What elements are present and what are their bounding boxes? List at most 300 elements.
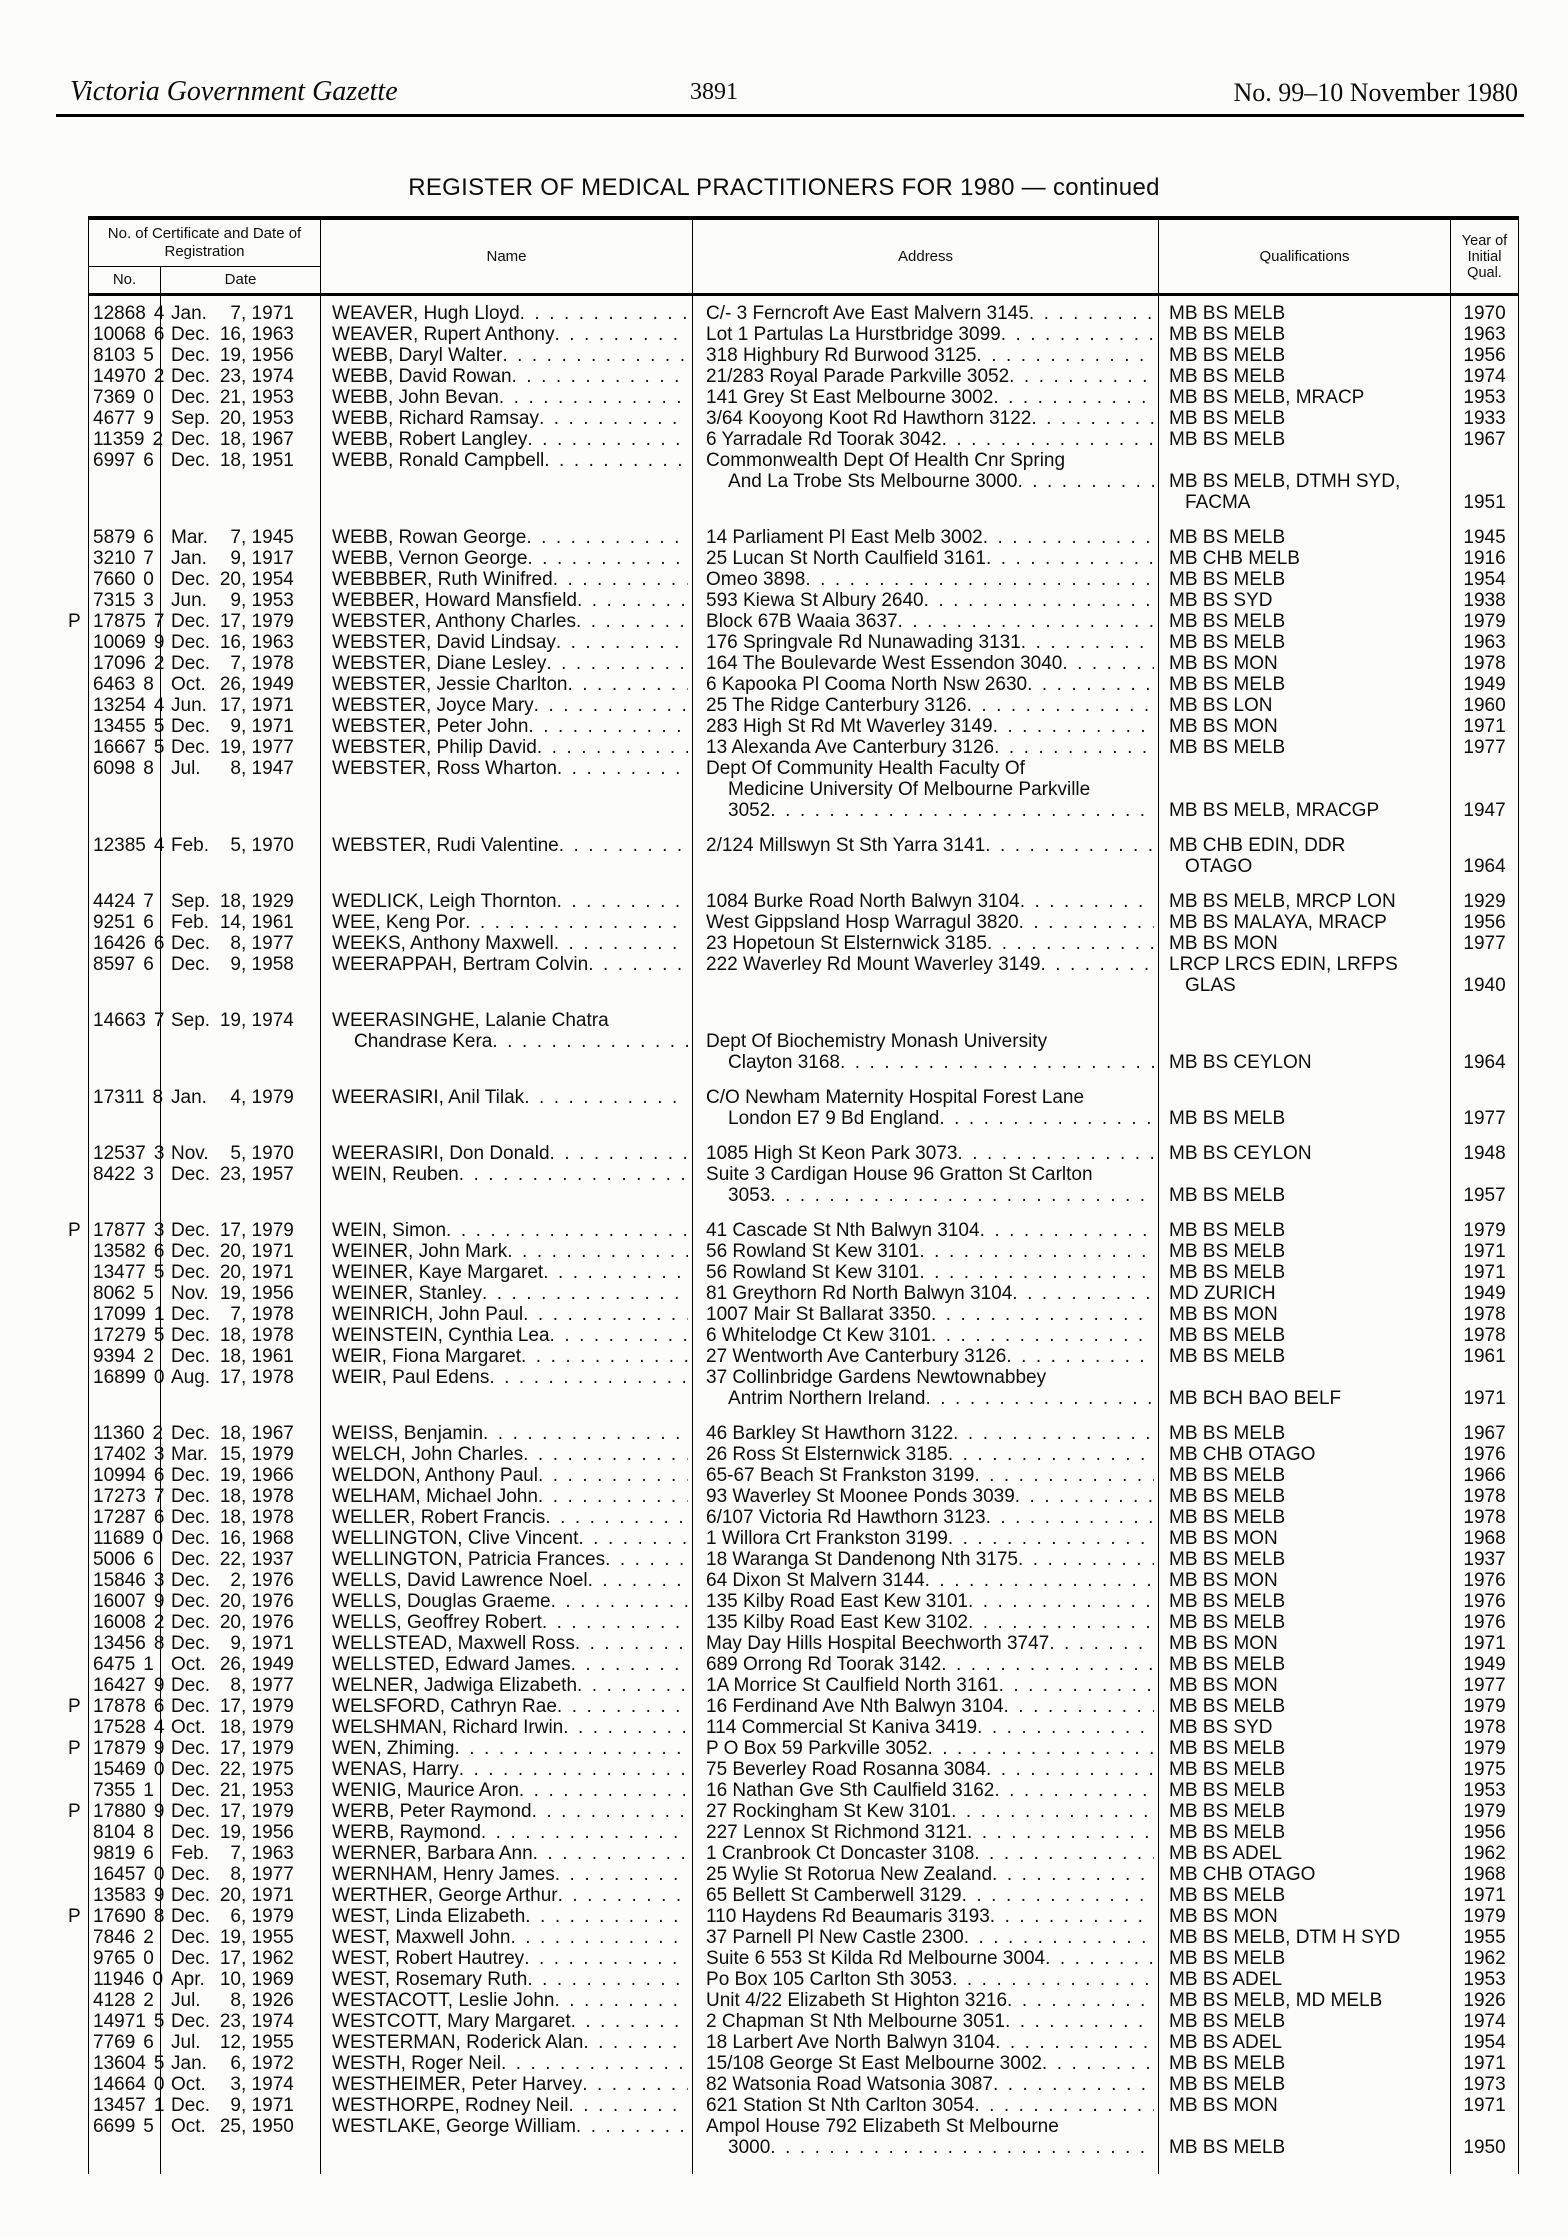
registration-day: 20 (219, 1591, 241, 1612)
table-row (89, 2011, 1519, 2032)
registration-day: 17 (219, 1367, 241, 1388)
certificate-number: 6699 (93, 2116, 136, 2137)
registration-month: Dec. (171, 1528, 211, 1549)
qualifications-cell (1159, 1423, 1451, 1444)
address-cell: 37 Parnell Pl New Castle 2300 . . . (693, 1927, 1159, 1948)
header-date: Date (161, 267, 321, 295)
registration-month: Oct. (171, 1654, 206, 1675)
address-cell: 21/283 Royal Parade Parkville 3052 . . . (693, 366, 1159, 387)
certificate-number-cell (68, 1801, 165, 1822)
header-name: Name (321, 218, 693, 295)
certificate-check-digit: 9 (153, 1591, 165, 1612)
practitioner-name-cell: WEBB, Vernon George . . . (321, 548, 693, 569)
table-row (89, 2053, 1519, 2074)
certificate-check-digit: 1 (143, 1654, 154, 1675)
initial-qualification-year: 1966 (1451, 1465, 1519, 1486)
registration-year: , 1978 (241, 653, 294, 674)
registration-date-cell (161, 1843, 321, 1864)
dotted-leader (465, 912, 688, 933)
register-table (68, 216, 1519, 2174)
certificate-number: 17273 (93, 1486, 146, 1507)
initial-qualification-year: 1956 (1451, 912, 1519, 933)
dotted-leader (987, 933, 1154, 954)
registration-day: 17 (219, 611, 241, 632)
practitioner-name-cell: WELLSTEAD, Maxwell Ross . . . (321, 1633, 693, 1654)
certificate-number-cell (89, 1465, 165, 1486)
practitioner-name-cell: WEBB, Rowan George . . . (321, 527, 693, 548)
qualifications-cell (1159, 429, 1451, 450)
registration-year: , 1967 (241, 429, 294, 450)
registration-year: , 1971 (241, 716, 294, 737)
practitioner-name-cell: WEIN, Simon . . . (321, 1220, 693, 1241)
dotted-leader (525, 1906, 688, 1927)
table-row (89, 1990, 1519, 2011)
initial-qualification-year: 1976 (1451, 1570, 1519, 1591)
practitioner-name-cell: WEAVER, Hugh Lloyd . . . (321, 295, 693, 325)
registration-date-cell (161, 1423, 321, 1444)
dotted-leader (1031, 408, 1154, 429)
qualifications-cell (1159, 737, 1451, 758)
certificate-check-digit: 0 (152, 1528, 164, 1549)
registration-day: 9 (230, 548, 241, 569)
registration-date-cell (161, 2011, 321, 2032)
initial-qualification-year: 1971 (1451, 1633, 1519, 1654)
registration-year: , 1970 (241, 1143, 294, 1164)
certificate-number-cell (89, 1423, 164, 1444)
registration-date-cell (161, 1675, 321, 1696)
dotted-leader (559, 835, 688, 856)
registration-year: , 1945 (241, 527, 294, 548)
qualifications-cell (1159, 933, 1451, 954)
certificate-number-cell (89, 1486, 165, 1507)
registration-month: Oct. (171, 2116, 206, 2137)
qualifications-cell (1159, 1262, 1451, 1283)
qualifications-cell (1159, 1220, 1451, 1241)
registration-month: Dec. (171, 1948, 211, 1969)
qualification-line: OTAGO (1185, 856, 1253, 877)
dotted-leader (527, 429, 688, 450)
qualification-line: MB BS MON (1169, 1633, 1278, 1654)
registration-year: , 1953 (241, 387, 294, 408)
initial-qualification-year: 1978 (1451, 1507, 1519, 1528)
qualifications-cell (1159, 1444, 1451, 1465)
registration-year: , 1961 (241, 1346, 294, 1367)
initial-qualification-year: 1916 (1451, 548, 1519, 569)
dotted-leader (546, 653, 688, 674)
certificate-number-cell (89, 1948, 161, 1969)
registration-year: , 1958 (241, 954, 294, 975)
registration-day: 7 (230, 303, 241, 324)
practitioner-name-cell: WEST, Linda Elizabeth . . . (321, 1906, 693, 1927)
certificate-check-digit: 9 (153, 1738, 165, 1759)
certificate-number-cell (89, 1549, 161, 1570)
header-year: Year of Initial Qual. (1451, 218, 1519, 295)
certificate-number-cell (89, 2074, 165, 2095)
certificate-number-cell (89, 1654, 161, 1675)
dotted-leader (993, 387, 1154, 408)
certificate-check-digit: 6 (143, 527, 154, 548)
address-cell: 14 Parliament Pl East Melb 3002 . . . (693, 527, 1159, 548)
registration-year: , 1953 (241, 408, 294, 429)
practitioner-name-cell: WELNER, Jadwiga Elizabeth . . . (321, 1675, 693, 1696)
practitioner-name-cell: WESTACOTT, Leslie John . . . (321, 1990, 693, 2011)
dotted-leader (521, 1346, 688, 1367)
table-row (89, 295, 1519, 325)
address-cell: 16 Nathan Gve Sth Caulfield 3162 . . . (693, 1780, 1159, 1801)
certificate-number: 5006 (93, 1549, 136, 1570)
qualifications-cell (1159, 2011, 1451, 2032)
qualifications-cell (1159, 2074, 1451, 2095)
certificate-number-cell (68, 1906, 165, 1927)
qualification-line: MB BCH BAO BELF (1169, 1388, 1342, 1409)
initial-qualification-year: 1978 (1451, 1325, 1519, 1346)
initial-qualification-year: 1950 (1451, 2116, 1519, 2174)
qualification-line: MB CHB OTAGO (1169, 1444, 1316, 1465)
registration-date-cell (161, 569, 321, 590)
certificate-check-digit: 0 (153, 1367, 165, 1388)
dotted-leader (571, 1654, 688, 1675)
dotted-leader (931, 1304, 1154, 1325)
registration-day: 20 (219, 1262, 241, 1283)
qualification-line: MB BS MELB (1169, 303, 1286, 324)
dotted-leader (1042, 2053, 1154, 2074)
address-cell: Omeo 3898 . . . (693, 569, 1159, 590)
table-row (89, 758, 1519, 835)
initial-qualification-year: 1976 (1451, 1444, 1519, 1465)
practitioner-name-cell: WEBSTER, Jessie Charlton . . . (321, 674, 693, 695)
certificate-number: 14970 (93, 366, 146, 387)
dotted-leader (1017, 471, 1154, 492)
certificate-number-cell (89, 1822, 161, 1843)
registration-date-cell (161, 1906, 321, 1927)
qualifications-cell (1159, 1759, 1451, 1780)
registration-date-cell (161, 1507, 321, 1528)
registration-day: 9 (230, 590, 241, 611)
certificate-number: 12868 (93, 303, 146, 324)
registration-year: , 1953 (241, 1780, 294, 1801)
address-cell: 1085 High St Keon Park 3073 . . . (693, 1143, 1159, 1164)
registration-day: 7 (230, 653, 241, 674)
registration-year: , 1963 (241, 1843, 294, 1864)
initial-qualification-year: 1961 (1451, 1346, 1519, 1367)
dotted-leader (1029, 303, 1154, 324)
dotted-leader (948, 1528, 1154, 1549)
qualifications-cell (1159, 1570, 1451, 1591)
qualification-line: MB BS MON (1169, 1570, 1278, 1591)
certificate-check-digit: 6 (143, 2032, 154, 2053)
table-row (89, 912, 1519, 933)
registration-date-cell (161, 1549, 321, 1570)
address-cell: 110 Haydens Rd Beaumaris 3193 . . . (693, 1906, 1159, 1927)
qualification-line: MB BS SYD (1169, 1717, 1273, 1738)
qualification-line: MB CHB OTAGO (1169, 1864, 1316, 1885)
registration-day: 9 (230, 716, 241, 737)
address-cell: Dept Of Community Health Faculty Of Medicine University Of Melbourne Parkville 3052 . . . (693, 758, 1159, 835)
dotted-leader (1021, 632, 1154, 653)
registration-year: , 1976 (241, 1570, 294, 1591)
dotted-leader (957, 1143, 1154, 1164)
initial-qualification-year: 1951 (1451, 450, 1519, 527)
registration-month: Dec. (171, 1633, 211, 1654)
provisional-marker: P (68, 1738, 81, 1759)
table-row (89, 387, 1519, 408)
qualification-line: MB BS MELB, DTMH SYD, (1169, 471, 1401, 492)
practitioner-name-cell: WELHAM, Michael John . . . (321, 1486, 693, 1507)
dotted-leader (1015, 1486, 1154, 1507)
dotted-leader (951, 1801, 1154, 1822)
certificate-check-digit: 4 (153, 835, 165, 856)
registration-month: Dec. (171, 1507, 211, 1528)
initial-qualification-year: 1954 (1451, 2032, 1519, 2053)
certificate-number: 16899 (93, 1367, 146, 1388)
certificate-check-digit: 2 (153, 1612, 165, 1633)
qualifications-cell (1159, 295, 1451, 325)
table-row (89, 954, 1519, 1010)
table-row (89, 1241, 1519, 1262)
certificate-check-digit: 8 (143, 1822, 154, 1843)
registration-day: 7 (230, 1304, 241, 1325)
address-cell: 93 Waverley St Moonee Ponds 3039 . . . (693, 1486, 1159, 1507)
dotted-leader (537, 737, 688, 758)
certificate-number: 7660 (93, 569, 136, 590)
dotted-leader (994, 1780, 1154, 1801)
qualifications-cell (1159, 716, 1451, 737)
qualification-line: FACMA (1185, 492, 1251, 513)
dotted-leader (533, 1843, 688, 1864)
qualification-line: MB BS MELB (1169, 1759, 1286, 1780)
registration-date-cell (161, 1528, 321, 1549)
qualification-line: MB BS MELB (1169, 1549, 1286, 1570)
certificate-check-digit: 5 (153, 2011, 165, 2032)
dotted-leader (489, 1367, 688, 1388)
registration-year: , 1974 (241, 2074, 294, 2095)
registration-day: 22 (219, 1549, 241, 1570)
register-title: REGISTER OF MEDICAL PRACTITIONERS FOR 1980 — continued (408, 174, 1160, 201)
dotted-leader (994, 737, 1154, 758)
initial-qualification-year: 1977 (1451, 933, 1519, 954)
initial-qualification-year: 1954 (1451, 569, 1519, 590)
address-cell: 46 Barkley St Hawthorn 3122 . . . (693, 1423, 1159, 1444)
certificate-number: 12537 (93, 1143, 146, 1164)
certificate-number-cell (89, 1633, 165, 1654)
registration-date-cell (161, 611, 321, 632)
registration-year: , 1977 (241, 933, 294, 954)
dotted-leader (993, 716, 1154, 737)
dotted-leader (1007, 1990, 1154, 2011)
dotted-leader (534, 695, 688, 716)
dotted-leader (512, 366, 688, 387)
registration-year: , 1955 (241, 1927, 294, 1948)
dotted-leader (576, 611, 688, 632)
certificate-number-cell (89, 1990, 161, 2011)
registration-date-cell (161, 758, 321, 835)
initial-qualification-year: 1979 (1451, 1738, 1519, 1759)
registration-month: Jan. (171, 2053, 207, 2074)
practitioner-name-cell: WELLS, Douglas Graeme . . . (321, 1591, 693, 1612)
certificate-number-cell (89, 1591, 165, 1612)
certificate-number: 9765 (93, 1948, 136, 1969)
registration-date-cell (161, 653, 321, 674)
registration-month: Dec. (171, 1885, 211, 1906)
registration-year: , 1953 (241, 590, 294, 611)
certificate-number: 15846 (93, 1570, 146, 1591)
qualifications-cell (1159, 2032, 1451, 2053)
dotted-leader (539, 408, 688, 429)
qualification-line: MB BS MELB (1169, 1801, 1286, 1822)
qualification-line: MB BS MELB (1169, 1423, 1286, 1444)
initial-qualification-year: 1964 (1451, 835, 1519, 891)
certificate-number: 6475 (93, 1654, 136, 1675)
practitioner-name-cell: WEIR, Fiona Margaret . . . (321, 1346, 693, 1367)
practitioner-name-cell: WERNER, Barbara Ann . . . (321, 1843, 693, 1864)
dotted-leader (1027, 674, 1154, 695)
qualifications-cell (1159, 1304, 1451, 1325)
registration-month: Sep. (171, 891, 211, 912)
table-row (89, 1717, 1519, 1738)
certificate-check-digit: 5 (153, 716, 165, 737)
registration-month: Dec. (171, 632, 211, 653)
initial-qualification-year: 1971 (1451, 1885, 1519, 1906)
qualification-line: MB BS MELB (1169, 527, 1286, 548)
registration-month: Feb. (171, 835, 210, 856)
practitioner-name-cell: WEINER, Kaye Margaret . . . (321, 1262, 693, 1283)
certificate-number-cell (89, 1164, 161, 1220)
certificate-number-cell (89, 2053, 165, 2074)
certificate-number: 6098 (93, 758, 136, 779)
certificate-number: 13254 (93, 695, 146, 716)
qualifications-cell (1159, 1346, 1451, 1367)
registration-year: , 1978 (241, 1507, 294, 1528)
dotted-leader (1020, 891, 1154, 912)
registration-year: , 1977 (241, 737, 294, 758)
certificate-number-cell (89, 1087, 164, 1143)
masthead (70, 68, 1518, 108)
qualifications-cell (1159, 548, 1451, 569)
registration-year: , 1978 (241, 1304, 294, 1325)
qualifications-cell (1159, 1486, 1451, 1507)
dotted-leader (555, 324, 689, 345)
qualification-line: MB BS MELB (1169, 611, 1286, 632)
register-table-container (68, 216, 1518, 2174)
address-cell: Unit 4/22 Elizabeth St Highton 3216 . . . (693, 1990, 1159, 2011)
qualification-line: MD ZURICH (1169, 1283, 1276, 1304)
registration-day: 19 (219, 1283, 241, 1304)
address-cell: 227 Lennox St Richmond 3121 . . . (693, 1822, 1159, 1843)
initial-qualification-year: 1979 (1451, 1906, 1519, 1927)
certificate-check-digit: 6 (143, 450, 154, 471)
registration-month: Dec. (171, 1423, 211, 1444)
certificate-number-cell (89, 695, 165, 716)
certificate-number-cell (89, 1528, 164, 1549)
registration-date-cell (161, 737, 321, 758)
address-cell: 25 Lucan St North Caulfield 3161 . . . (693, 548, 1159, 569)
table-row (89, 891, 1519, 912)
dotted-leader (1001, 324, 1154, 345)
address-cell: 41 Cascade St Nth Balwyn 3104 . . . (693, 1220, 1159, 1241)
certificate-number-cell (68, 1738, 165, 1759)
dotted-leader (575, 1633, 688, 1654)
initial-qualification-year: 1956 (1451, 345, 1519, 366)
registration-year: , 1968 (241, 1528, 294, 1549)
certificate-number: 17878 (93, 1696, 146, 1717)
certificate-number: 5879 (93, 527, 136, 548)
qualifications-cell (1159, 1969, 1451, 1990)
registration-day: 18 (219, 1423, 241, 1444)
table-row (89, 716, 1519, 737)
table-row (89, 1801, 1519, 1822)
certificate-number: 14664 (93, 2074, 146, 2095)
certificate-number-cell (89, 1010, 165, 1087)
certificate-number: 7846 (93, 1927, 136, 1948)
certificate-check-digit: 3 (153, 1570, 165, 1591)
dotted-leader (558, 1885, 688, 1906)
address-cell: 37 Collinbridge Gardens Newtownabbey Antrim Northern Ireland . . . (693, 1367, 1159, 1423)
registration-year: , 1979 (241, 1087, 294, 1108)
address-cell: 141 Grey St East Melbourne 3002 . . . (693, 387, 1159, 408)
registration-date-cell (161, 2074, 321, 2095)
table-row (89, 933, 1519, 954)
certificate-number-cell (89, 891, 161, 912)
dotted-leader (919, 1262, 1154, 1283)
dotted-leader (551, 1591, 688, 1612)
dotted-leader (483, 1423, 688, 1444)
registration-month: Oct. (171, 674, 206, 695)
initial-qualification-year: 1978 (1451, 1304, 1519, 1325)
qualifications-cell (1159, 527, 1451, 548)
registration-year: , 1974 (241, 2011, 294, 2032)
practitioner-name-cell: WEE, Keng Por . . . (321, 912, 693, 933)
initial-qualification-year: 1955 (1451, 1927, 1519, 1948)
practitioner-name-cell: WESTHEIMER, Peter Harvey . . . (321, 2074, 693, 2095)
table-row (89, 2074, 1519, 2095)
dotted-leader (1004, 1696, 1154, 1717)
certificate-check-digit: 9 (153, 632, 165, 653)
dotted-leader (952, 1969, 1154, 1990)
certificate-number: 17311 (93, 1087, 145, 1108)
qualification-line: MB CHB MELB (1169, 548, 1300, 569)
registration-year: , 1971 (241, 1885, 294, 1906)
registration-day: 2 (230, 1570, 241, 1591)
table-row (89, 2032, 1519, 2053)
qualification-line: MB BS MELB (1169, 632, 1286, 653)
registration-date-cell (161, 1283, 321, 1304)
practitioner-name-cell: WEBBER, Howard Mansfield . . . (321, 590, 693, 611)
table-row (89, 1465, 1519, 1486)
practitioner-name-cell: WEBSTER, Rudi Valentine . . . (321, 835, 693, 891)
certificate-check-digit: 0 (153, 1759, 165, 1780)
practitioner-name-cell: WESTHORPE, Rodney Neil . . . (321, 2095, 693, 2116)
dotted-leader (939, 1108, 1154, 1129)
registration-month: Dec. (171, 653, 211, 674)
dotted-leader (1012, 1283, 1154, 1304)
practitioner-name-cell: WEBSTER, Joyce Mary . . . (321, 695, 693, 716)
registration-day: 14 (219, 912, 241, 933)
certificate-check-digit: 4 (153, 695, 165, 716)
registration-day: 7 (230, 1843, 241, 1864)
practitioner-name-cell: WERTHER, George Arthur . . . (321, 1885, 693, 1906)
header-certificate-group: No. of Certificate and Date of Registration (89, 218, 321, 267)
dotted-leader (977, 1717, 1154, 1738)
dotted-leader (545, 1507, 688, 1528)
qualification-line: MB BS MON (1169, 2095, 1278, 2116)
table-row (89, 1738, 1519, 1759)
dotted-leader (967, 1822, 1154, 1843)
registration-month: Dec. (171, 1696, 211, 1717)
registration-month: Aug. (171, 1367, 211, 1388)
initial-qualification-year: 1978 (1451, 1717, 1519, 1738)
registration-day: 16 (219, 632, 241, 653)
registration-year: , 1969 (241, 1969, 294, 1990)
